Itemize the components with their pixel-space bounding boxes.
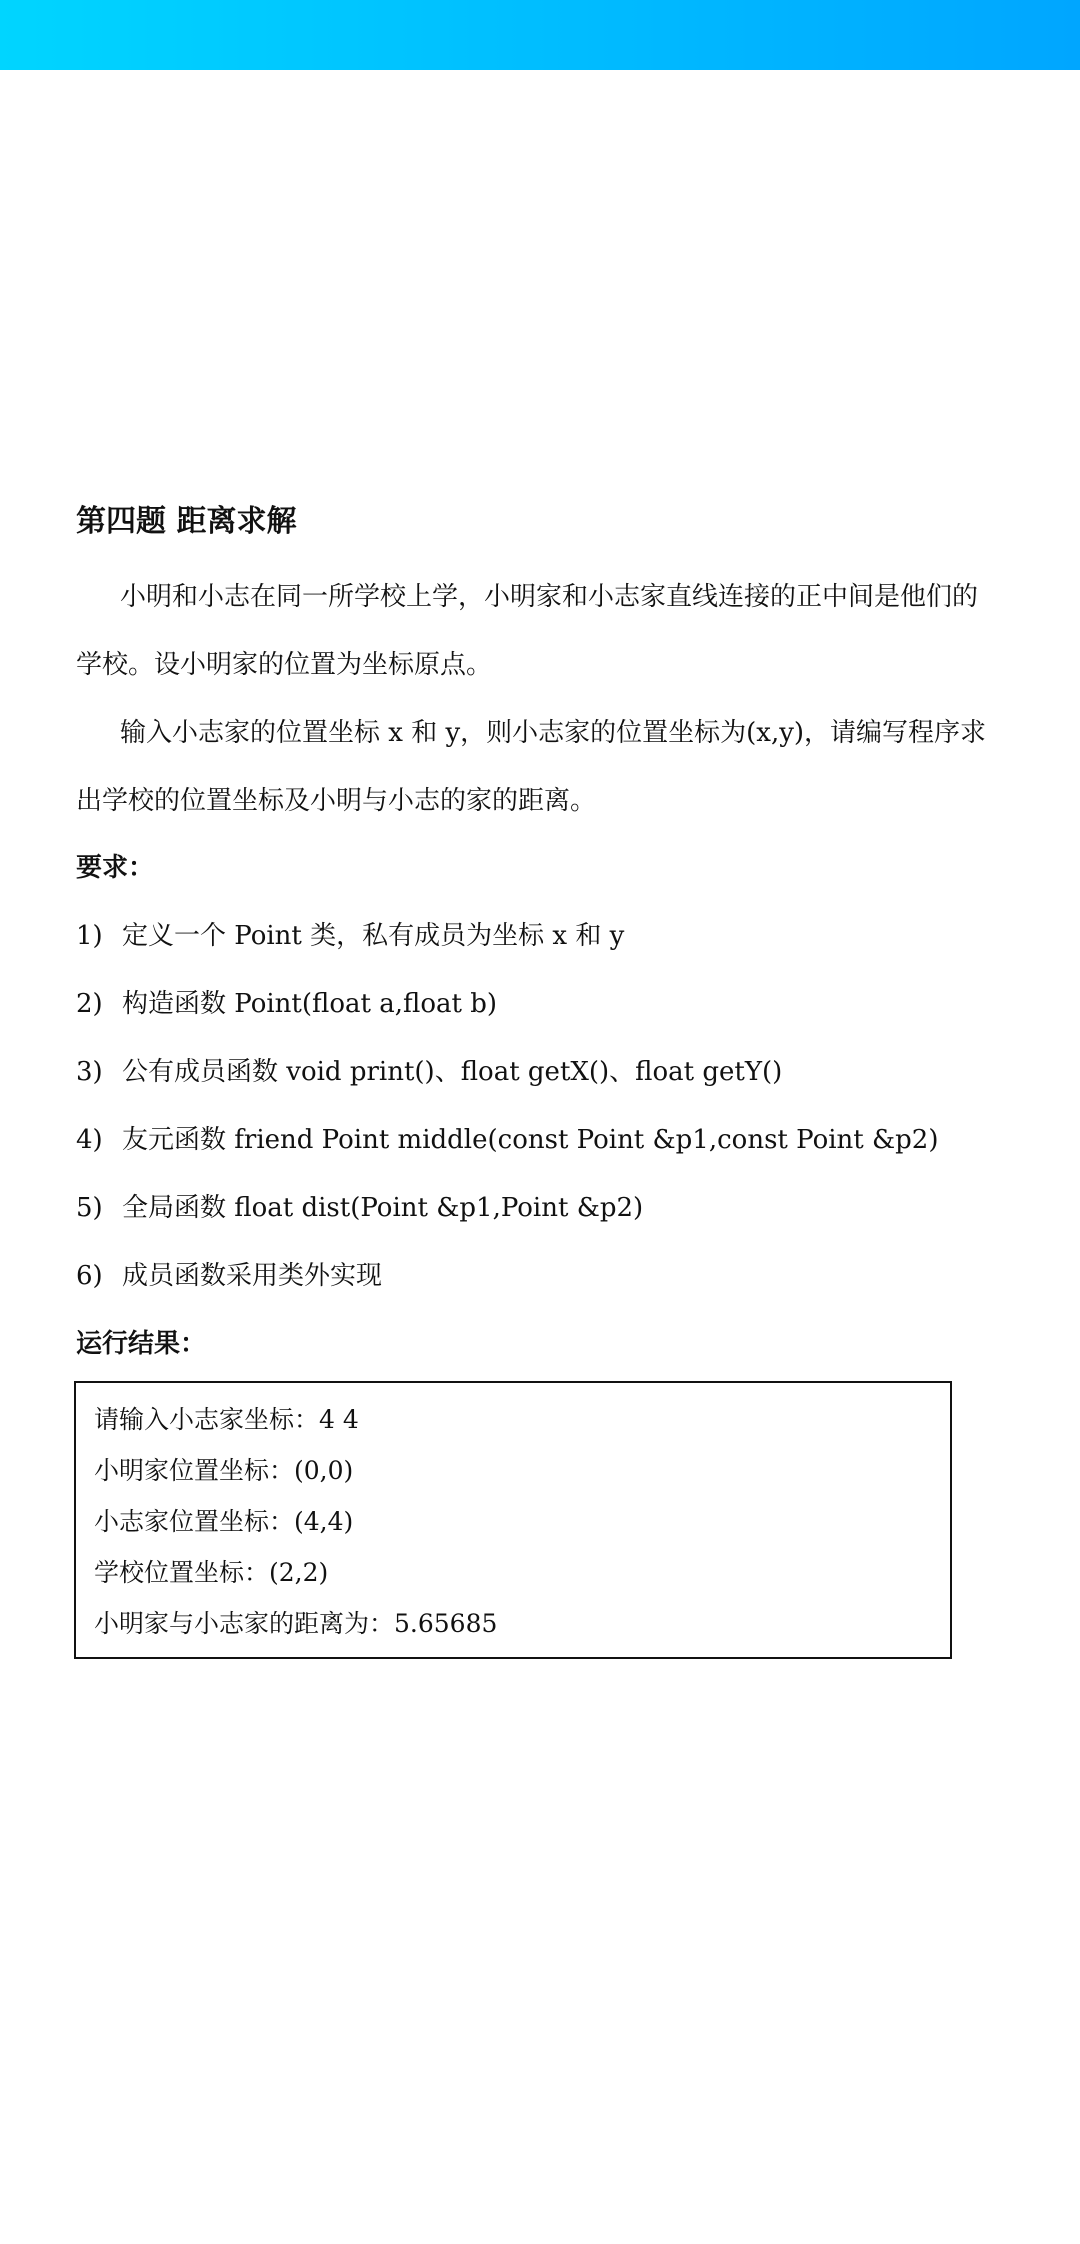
output-line: 学校位置坐标：(2,2) [94,1558,329,1587]
paragraph2-line2: 出学校的位置坐标及小明与小志的家的距离。 [76,786,597,816]
requirement-text: 友元函数 friend Point middle(const Point &p1,const Point &p2) [122,1125,939,1155]
requirement-number: 2) [76,989,103,1019]
output-line: 小明家与小志家的距离为：5.65685 [94,1609,498,1638]
paragraph1-line2: 学校。设小明家的位置为坐标原点。 [76,650,493,680]
requirement-text: 定义一个 Point 类，私有成员为坐标 x 和 y [122,921,625,951]
output-line: 小志家位置坐标：(4,4) [94,1507,354,1536]
requirement-number: 1) [76,921,103,951]
requirement-text: 构造函数 Point(float a,float b) [122,989,497,1019]
output-box [74,1381,952,1659]
paragraph2-line1: 输入小志家的位置坐标 x 和 y，则小志家的位置坐标为(x,y)，请编写程序求 [120,718,987,748]
output-label: 运行结果： [76,1329,207,1359]
requirement-text: 成员函数采用类外实现 [122,1261,383,1291]
requirement-number: 6) [76,1261,103,1291]
problem-title: 第四题 距离求解 [76,504,297,539]
requirement-text: 公有成员函数 void print()、float getX()、float getY() [122,1057,783,1087]
requirement-text: 全局函数 float dist(Point &p1,Point &p2) [122,1193,644,1223]
output-line: 请输入小志家坐标：4 4 [94,1405,359,1434]
requirement-number: 4) [76,1125,103,1155]
requirement-number: 5) [76,1193,103,1223]
paragraph1-line1: 小明和小志在同一所学校上学，小明家和小志家直线连接的正中间是他们的 [120,582,979,612]
output-line: 小明家位置坐标：(0,0) [94,1456,354,1485]
requirement-number: 3) [76,1057,103,1087]
requirements-label: 要求： [76,853,155,883]
